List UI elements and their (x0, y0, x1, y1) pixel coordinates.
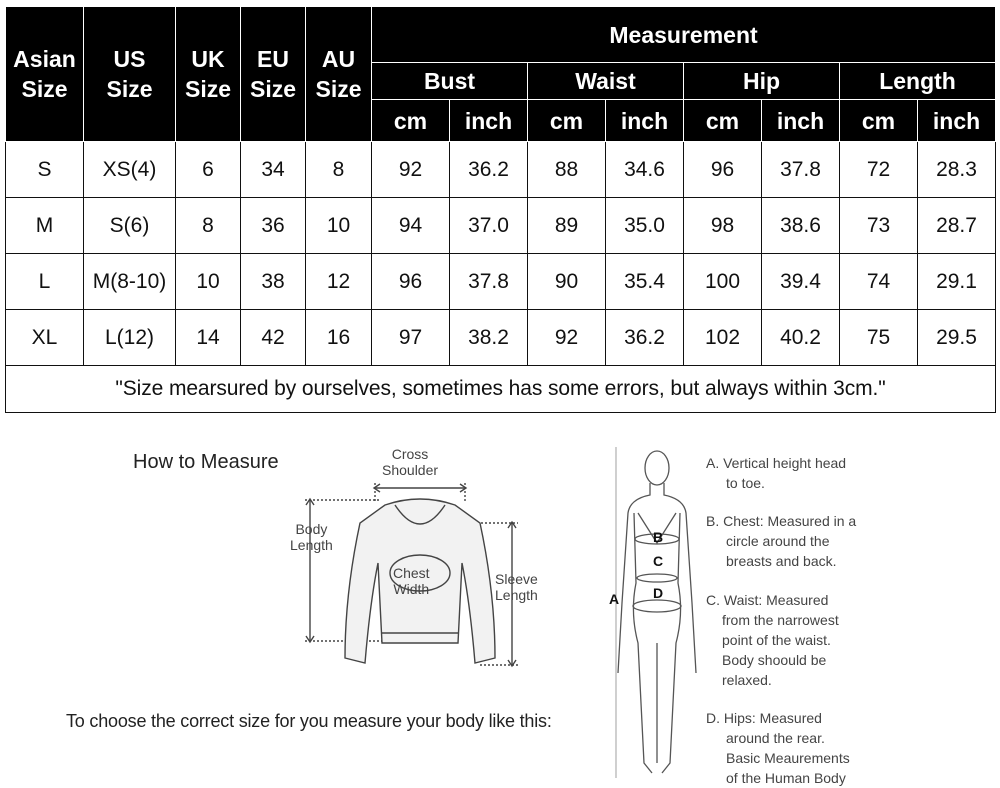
table-cell: 74 (840, 254, 918, 310)
table-cell: 92 (372, 142, 450, 198)
header-us-size: US Size (84, 7, 176, 142)
table-cell: L (6, 254, 84, 310)
table-cell: 75 (840, 310, 918, 366)
size-chart-table (5, 6, 996, 413)
table-cell: 100 (684, 254, 762, 310)
body-length-label: Body Length (290, 521, 333, 553)
table-cell: 16 (306, 310, 372, 366)
body-figure-diagram (600, 443, 700, 783)
header-hip: Hip (684, 63, 840, 100)
table-cell: XL (6, 310, 84, 366)
header-au-size: AU Size (306, 7, 372, 142)
table-cell: XS(4) (84, 142, 176, 198)
table-cell: 42 (241, 310, 306, 366)
table-row (6, 254, 996, 310)
table-cell: 72 (840, 142, 918, 198)
header-unit-cm: cm (528, 100, 606, 142)
chest-width-label: Chest Width (393, 565, 430, 597)
table-cell: 96 (684, 142, 762, 198)
header-eu-size: EU Size (241, 7, 306, 142)
sleeve-length-label: Sleeve Length (495, 571, 538, 603)
legend-d: D. Hips: Measured around the rear. Basic Meaurements of the Human Body (706, 710, 850, 786)
table-cell: 10 (176, 254, 241, 310)
figure-letter-b: B (653, 529, 664, 545)
table-cell: 34 (241, 142, 306, 198)
header-uk-size: UK Size (176, 7, 241, 142)
table-cell: 102 (684, 310, 762, 366)
figure-letter-a: A (609, 591, 620, 607)
table-cell: 37.8 (762, 142, 840, 198)
table-cell: 38.6 (762, 198, 840, 254)
table-cell: 94 (372, 198, 450, 254)
measure-instruction: To choose the correct size for you measure your body like this: (66, 711, 552, 731)
table-cell: 8 (306, 142, 372, 198)
header-asian-size: Asian Size (6, 7, 84, 142)
table-cell: 6 (176, 142, 241, 198)
how-to-measure-section (0, 413, 1000, 788)
table-cell: 28.3 (918, 142, 996, 198)
table-cell: 98 (684, 198, 762, 254)
table-cell: 90 (528, 254, 606, 310)
table-cell: 29.1 (918, 254, 996, 310)
table-cell: 12 (306, 254, 372, 310)
table-cell: 37.8 (450, 254, 528, 310)
table-cell: 29.5 (918, 310, 996, 366)
table-cell: 34.6 (606, 142, 684, 198)
header-waist: Waist (528, 63, 684, 100)
table-cell: 10 (306, 198, 372, 254)
legend-b: B. Chest: Measured in a circle around the breasts and back. (706, 513, 857, 569)
table-cell: 39.4 (762, 254, 840, 310)
table-cell: 35.4 (606, 254, 684, 310)
table-cell: M(8-10) (84, 254, 176, 310)
table-cell: 28.7 (918, 198, 996, 254)
figure-letter-c: C (653, 553, 664, 569)
header-length: Length (840, 63, 996, 100)
header-unit-inch: inch (762, 100, 840, 142)
how-to-measure-title: How to Measure (133, 451, 279, 473)
header-unit-cm: cm (684, 100, 762, 142)
table-cell: S(6) (84, 198, 176, 254)
table-cell: L(12) (84, 310, 176, 366)
header-bust: Bust (372, 63, 528, 100)
header-unit-cm: cm (372, 100, 450, 142)
table-cell: 73 (840, 198, 918, 254)
table-row (6, 198, 996, 254)
table-cell: 36.2 (450, 142, 528, 198)
figure-letter-d: D (653, 585, 664, 601)
header-measurement: Measurement (372, 7, 996, 63)
measurement-note: "Size mearsured by ourselves, sometimes has some errors, but always within 3cm." (6, 366, 996, 413)
table-row (6, 310, 996, 366)
table-cell: 36.2 (606, 310, 684, 366)
table-cell: 96 (372, 254, 450, 310)
table-cell: 14 (176, 310, 241, 366)
cross-shoulder-label: Cross Shoulder (382, 446, 439, 478)
table-cell: 89 (528, 198, 606, 254)
table-cell: 35.0 (606, 198, 684, 254)
table-cell: M (6, 198, 84, 254)
table-cell: S (6, 142, 84, 198)
table-cell: 97 (372, 310, 450, 366)
table-cell: 37.0 (450, 198, 528, 254)
legend-c: C. Waist: Measured from the narrowest point of the waist. Body shoould be relaxed. (706, 592, 839, 688)
header-unit-inch: inch (918, 100, 996, 142)
table-cell: 38 (241, 254, 306, 310)
header-unit-inch: inch (450, 100, 528, 142)
header-unit-inch: inch (606, 100, 684, 142)
table-cell: 40.2 (762, 310, 840, 366)
table-row (6, 142, 996, 198)
table-cell: 38.2 (450, 310, 528, 366)
table-cell: 8 (176, 198, 241, 254)
table-cell: 92 (528, 310, 606, 366)
table-cell: 36 (241, 198, 306, 254)
table-cell: 88 (528, 142, 606, 198)
header-unit-cm: cm (840, 100, 918, 142)
legend-a: A. Vertical height head to toe. (706, 455, 847, 491)
